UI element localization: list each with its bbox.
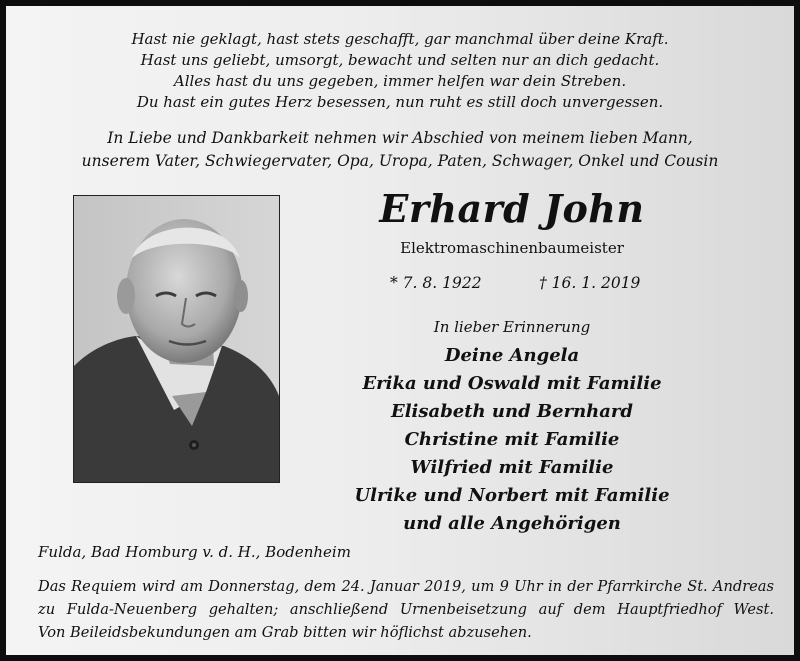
deceased-profession: Elektromaschinenbaumeister [400,239,624,257]
service-line: zu Fulda-Neuenberg gehalten; anschließend Urnenbeisetzung auf dem Hauptfriedhof West. [38,601,774,618]
death-date: † 16. 1. 2019 [539,274,641,292]
birth-date: * 7. 8. 1922 [390,274,482,292]
portrait-photo [73,195,280,483]
farewell-intro [6,127,794,173]
poem-line: Alles hast du uns gegeben, immer helfen war dein Streben. [173,72,627,90]
service-line: Von Beileidsbekundungen am Grab bitten wir höflichst abzusehen. [38,624,532,641]
mourner-entry: Wilfried mit Familie [410,457,614,478]
poem-line: Du hast ein gutes Herz besessen, nun ruht es still doch unvergessen. [136,93,664,111]
mourner-entry: und alle Angehörigen [403,513,621,534]
portrait-illustration [74,196,279,482]
deceased-name: Erhard John [379,186,645,231]
mourner-entry: Christine mit Familie [404,429,620,450]
remembrance-heading: In lieber Erinnerung [433,318,591,336]
service-line: Das Requiem wird am Donnerstag, dem 24. Januar 2019, um 9 Uhr in der Pfarrkirche St. Andreas [38,578,774,595]
service-details [38,575,774,644]
mourners-list [280,342,744,538]
family-locations: Fulda, Bad Homburg v. d. H., Bodenheim [38,543,351,561]
mourner-entry: Deine Angela [444,345,580,366]
poem-line: Hast uns geliebt, umsorgt, bewacht und selten nur an dich gedacht. [140,51,660,69]
intro-line: unserem Vater, Schwiegervater, Opa, Uropa, Paten, Schwager, Onkel und Cousin [81,152,719,170]
intro-line: In Liebe und Dankbarkeit nehmen wir Abschied von meinem lieben Mann, [107,129,693,147]
mourner-entry: Elisabeth und Bernhard [391,401,633,422]
poem-line: Hast nie geklagt, hast stets geschafft, gar manchmal über deine Kraft. [131,30,669,48]
poem [6,29,794,113]
mourner-entry: Ulrike und Norbert mit Familie [354,485,670,506]
mourner-entry: Erika und Oswald mit Familie [362,373,662,394]
